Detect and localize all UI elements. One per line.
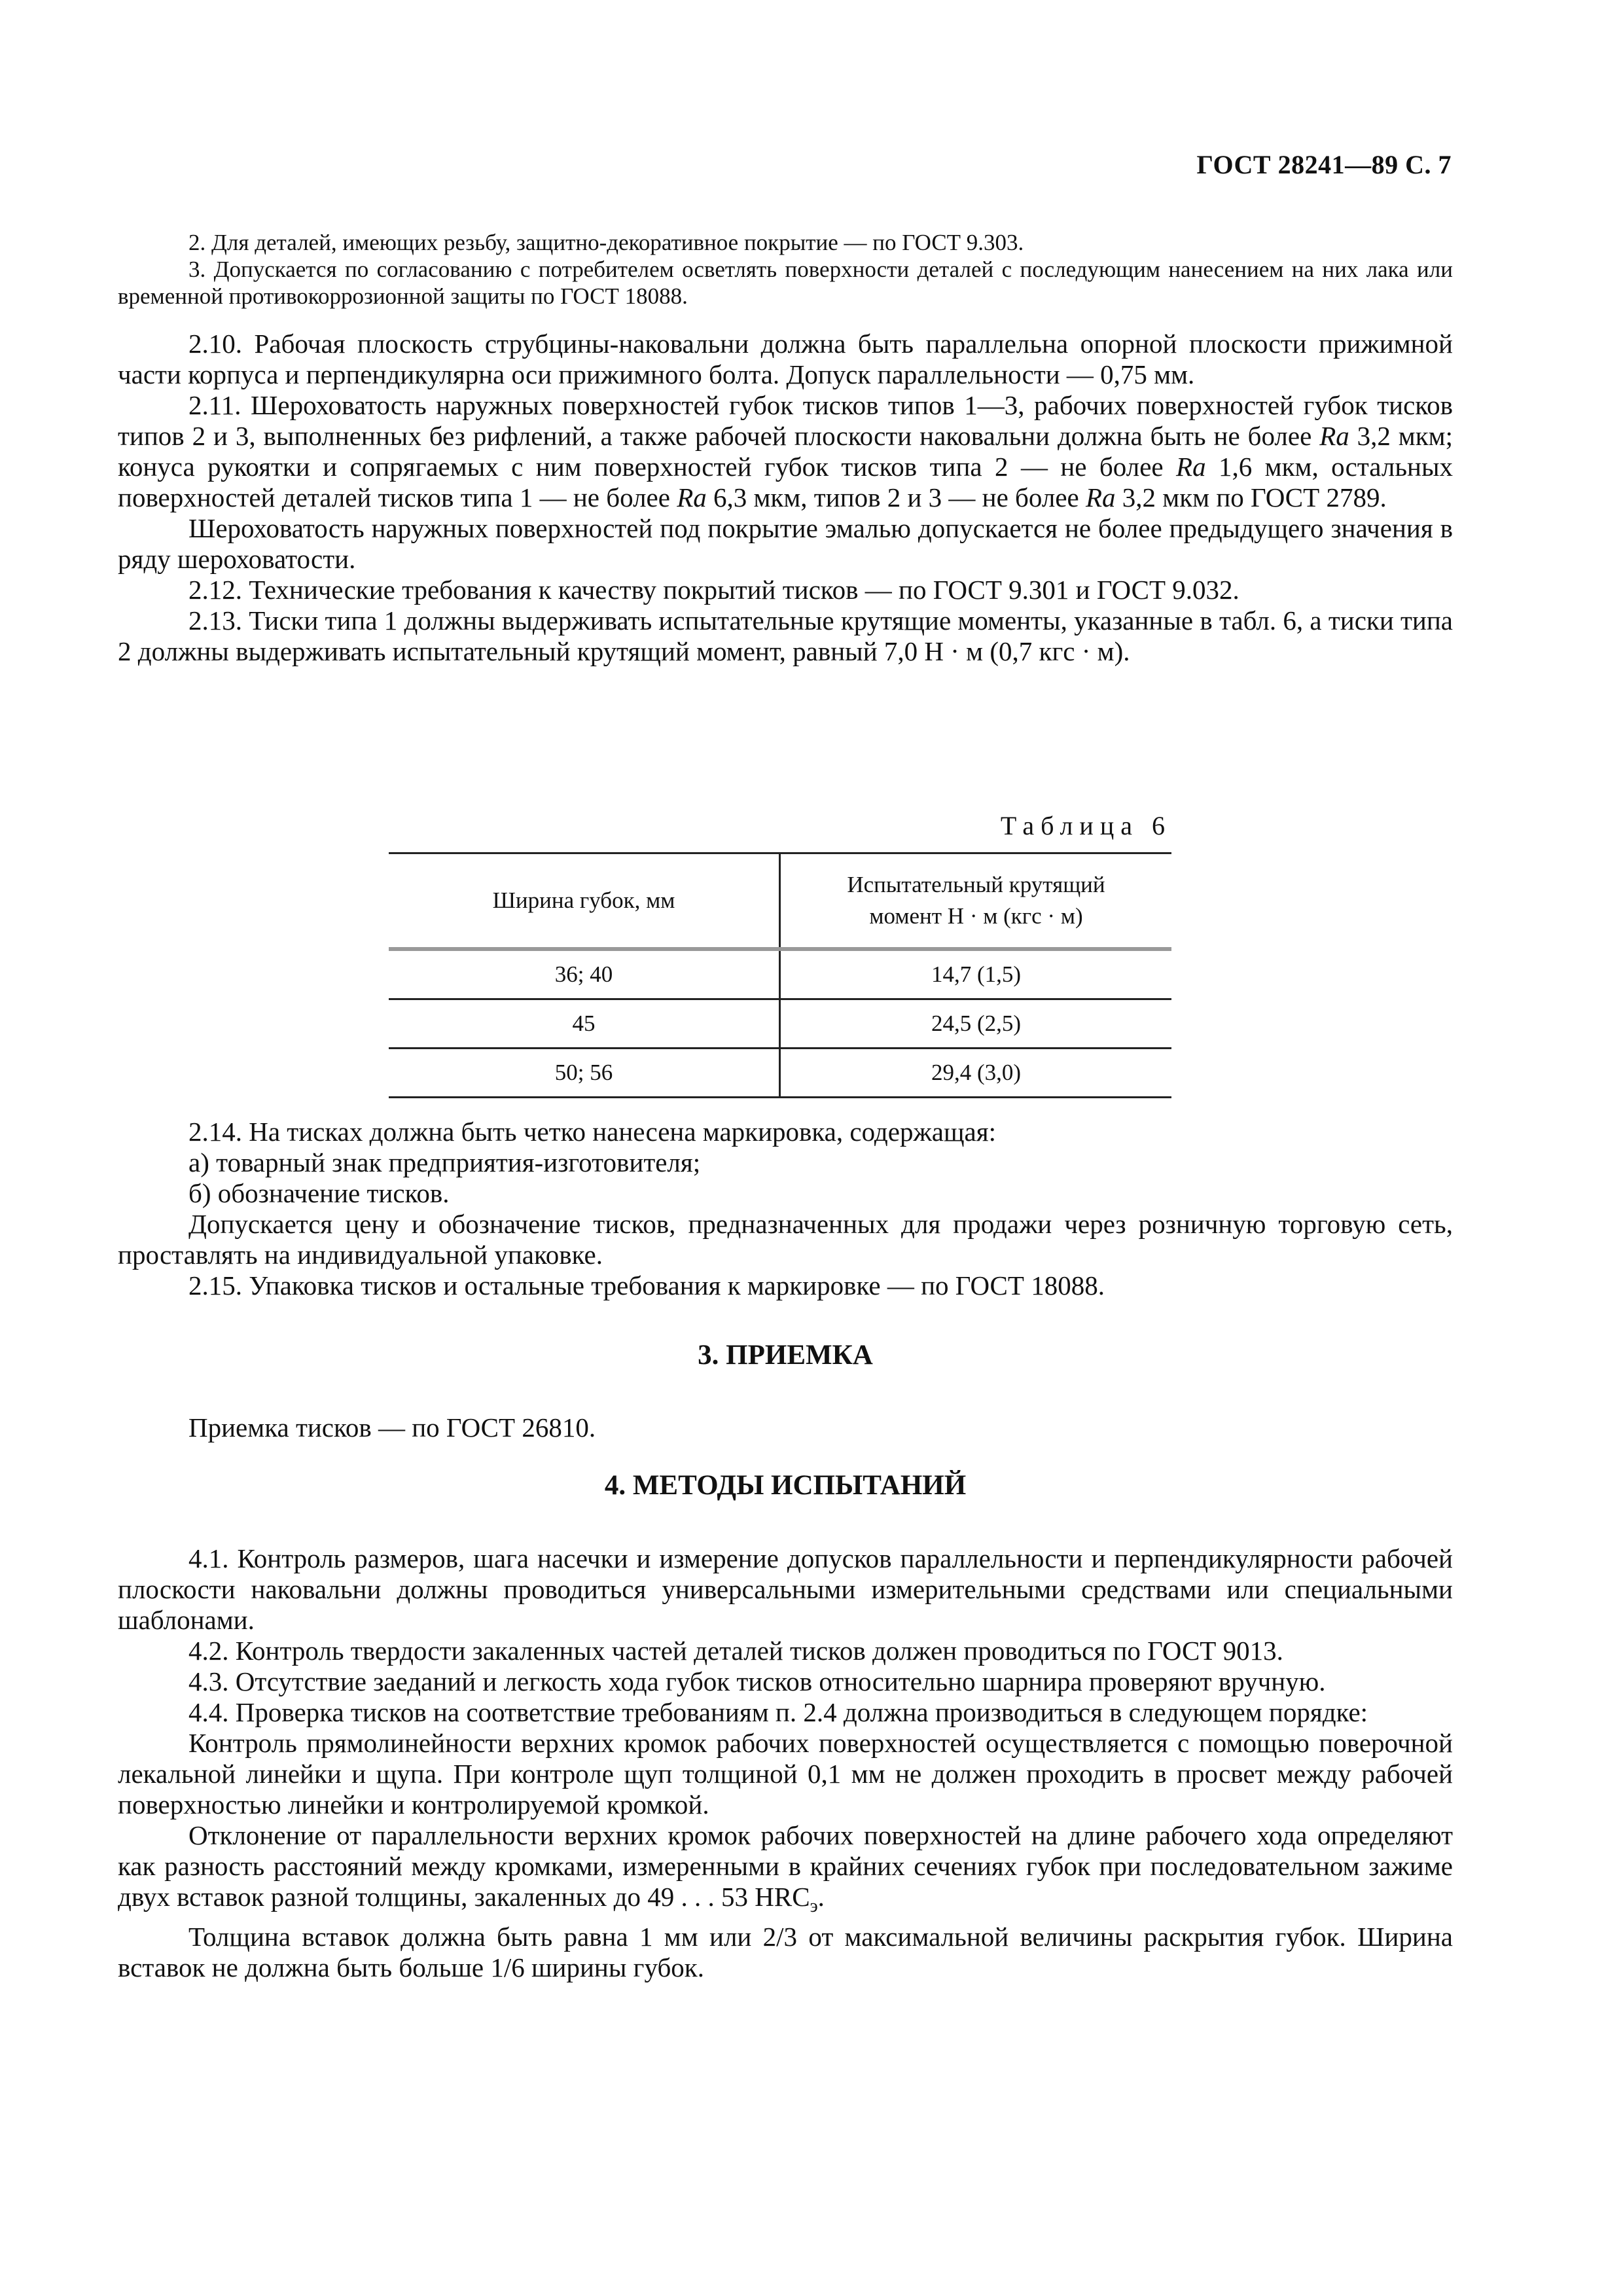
hardness-subscript: э bbox=[810, 1896, 818, 1917]
cell-torque: 29,4 (3,0) bbox=[780, 1049, 1172, 1098]
paragraph-2-11: 2.11. Шероховатость наружных поверхностей губок тисков типов 1—3, рабочих поверхностей губок тисков типов 2 и 3, выполненных без рифлений, а также рабочей плоскости наковальни должна быть не более Ra 3,2 мкм; конуса рукоятки и сопрягаемых с ним поверхностей губок тисков типа 2 — не более Ra 1,6 мкм, остальных поверхностей деталей тисков типа 1 — не более Ra 6,3 мкм, типов 2 и 3 — не более Ra 3,2 мкм по ГОСТ 2789. bbox=[118, 390, 1454, 512]
paragraph-enamel: Шероховатость наружных поверхностей под покрытие эмалью допускается не более предыдущего значения в ряду шероховатости. bbox=[118, 513, 1453, 574]
paragraph-2-10: 2.10. Рабочая плоскость струбцины-наковальни должна быть параллельна опорной плоскости прижимной части корпуса и перпендикулярна оси прижимного болта. Допуск параллельности — 0,75 мм. bbox=[118, 329, 1453, 389]
section-2-lower bbox=[118, 1117, 1453, 1301]
column-header-width: Ширина губок, мм bbox=[389, 853, 780, 950]
section-3-body bbox=[118, 1412, 1453, 1443]
cell-width: 50; 56 bbox=[389, 1049, 780, 1098]
ra-symbol: Ra bbox=[1085, 482, 1116, 512]
cell-torque: 24,5 (2,5) bbox=[780, 999, 1172, 1049]
table-row bbox=[389, 949, 1171, 999]
list-item-b: б) обозначение тисков. bbox=[188, 1178, 450, 1208]
table-row bbox=[389, 1049, 1171, 1098]
paragraph-4-3: 4.3. Отсутствие заеданий и легкость хода губок тисков относительно шарнира проверяют вручную. bbox=[188, 1666, 1326, 1696]
table-6 bbox=[389, 852, 1171, 1098]
cell-width: 45 bbox=[389, 999, 780, 1049]
paragraph-straightness: Контроль прямолинейности верхних кромок рабочих поверхностей осуществляется с помощью поверочной лекальной линейки и щупа. При контроле щуп толщиной 0,1 мм не должен проходить в просвет между рабочей поверхностью линейки и контролируемой кромкой. bbox=[118, 1728, 1453, 1820]
note-3: 3. Допускается по согласованию с потребителем осветлять поверхности деталей с последующим нанесением на них лака или временной противокоррозионной защиты по ГОСТ 18088. bbox=[118, 257, 1453, 309]
notes-block bbox=[118, 229, 1453, 310]
paragraph-2-12: 2.12. Технические требования к качеству покрытий тисков — по ГОСТ 9.301 и ГОСТ 9.032. bbox=[188, 575, 1240, 605]
paragraph-price: Допускается цену и обозначение тисков, предназначенных для продажи через розничную торговую сеть, проставлять на индивидуальной упаковке. bbox=[118, 1209, 1453, 1270]
table-row bbox=[389, 999, 1171, 1049]
list-item-a: а) товарный знак предприятия-изготовителя; bbox=[188, 1147, 701, 1177]
section-2-upper bbox=[118, 329, 1453, 667]
section-4-body bbox=[118, 1543, 1453, 1983]
section-3-title: 3. ПРИЕМКА bbox=[698, 1340, 873, 1371]
column-header-torque: Испытательный крутящий момент Н · м (кгс · м) bbox=[780, 853, 1172, 950]
paragraph-insert-thickness: Толщина вставок должна быть равна 1 мм или 2/3 от максимальной величины раскрытия губок. Ширина вставок не должна быть больше 1/6 ширины губок. bbox=[118, 1922, 1453, 1983]
ra-symbol: Ra bbox=[1176, 452, 1206, 482]
paragraph-2-15: 2.15. Упаковка тисков и остальные требования к маркировке — по ГОСТ 18088. bbox=[188, 1270, 1105, 1300]
table-6-caption: Таблица 6 bbox=[1000, 811, 1171, 840]
paragraph-acceptance: Приемка тисков — по ГОСТ 26810. bbox=[188, 1412, 596, 1443]
ra-symbol: Ra bbox=[677, 482, 707, 512]
paragraph-2-13: 2.13. Тиски типа 1 должны выдерживать испытательные крутящие моменты, указанные в табл. 6, а тиски типа 2 должны выдерживать испытательный крутящий момент, равный 7,0 Н · м (0,7 кгс · м). bbox=[118, 605, 1454, 666]
paragraph-4-4: 4.4. Проверка тисков на соответствие требованиям п. 2.4 должна производиться в следующем порядке: bbox=[188, 1697, 1368, 1727]
note-2: 2. Для деталей, имеющих резьбу, защитно-декоративное покрытие — по ГОСТ 9.303. bbox=[188, 230, 1024, 255]
paragraph-4-2: 4.2. Контроль твердости закаленных частей деталей тисков должен проводиться по ГОСТ 9013. bbox=[188, 1636, 1283, 1666]
paragraph-parallelism: Отклонение от параллельности верхних кромок рабочих поверхностей на длине рабочего хода определяют как разность расстояний между кромками, измеренными в крайних сечениях губок при последовательном зажиме двух вставок разной толщины, закаленных до 49 . . . 53 $HRC_э$. bbox=[118, 1820, 1453, 1917]
cell-torque: 14,7 (1,5) bbox=[780, 949, 1172, 999]
page-header: ГОСТ 28241—89 С. 7 bbox=[1196, 150, 1452, 179]
paragraph-2-14: 2.14. На тисках должна быть четко нанесена маркировка, содержащая: bbox=[188, 1117, 996, 1147]
paragraph-4-1: 4.1. Контроль размеров, шага насечки и измерение допусков параллельности и перпендикулярности рабочей плоскости наковальни должны проводиться универсальными измерительными средствами или специальными шаблонами. bbox=[118, 1543, 1453, 1635]
section-4-title: 4. МЕТОДЫ ИСПЫТАНИЙ bbox=[604, 1470, 967, 1501]
ra-symbol: Ra bbox=[1319, 421, 1349, 451]
table-header-row bbox=[389, 853, 1171, 950]
cell-width: 36; 40 bbox=[389, 949, 780, 999]
